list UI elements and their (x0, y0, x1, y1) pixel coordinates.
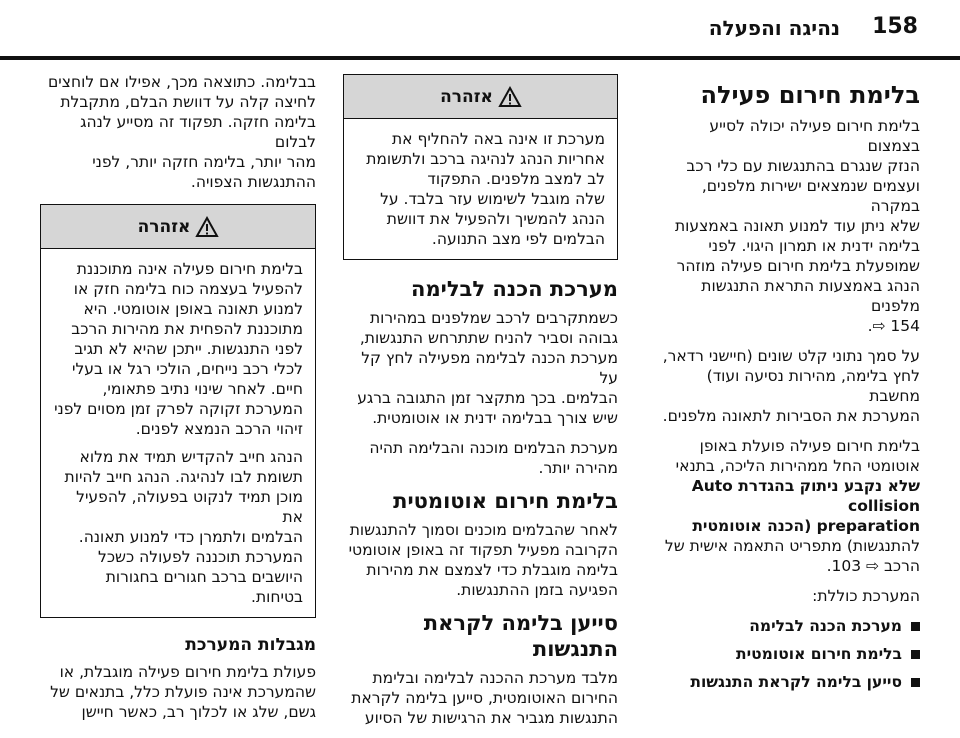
text-line: preparation (הכנה אוטומטית (692, 517, 920, 535)
text-line: הבלמים ולתמרן כדי למנוע תאונה. (78, 528, 303, 546)
text-line: שלא ניתן עוד למנוע תאונה באמצעות (675, 217, 920, 235)
brake-prep-paragraph (343, 308, 618, 428)
text-line: בלימה חזקה. תפקוד זה מסייע לנהג לבלום (80, 113, 316, 151)
list-item: סייען בלימה לקראת התנגשות (658, 672, 920, 692)
text-line: הבלמים לפי מצב התנועה. (431, 230, 605, 248)
text-line: שלה מוגבל לשימוש עזר בלבד. על (380, 190, 605, 208)
text-line: ועצמים שנמצאים ישירות מלפנים, במקרה (701, 177, 920, 215)
text-line: המערכת זקוקה לפרק זמן מסוים לפני (54, 400, 303, 418)
system-includes-label: המערכת כוללת: (812, 587, 920, 605)
text-line: בלימת חירום פעילה אינה מתוכננת (76, 260, 303, 278)
warning-header (41, 205, 315, 249)
header-rule (0, 56, 960, 60)
text-line: הנזק שנגרם בהתנגשות עם כלי רכב (686, 157, 920, 175)
text-line: הבלמים. בכך מתקצר זמן התגובה ברגע (357, 389, 618, 407)
text-line: לחיצה קלה על דוושת הבלם, מתקבלת (60, 93, 316, 111)
warning-title: אזהרה (137, 216, 191, 237)
brake-assist-continued-paragraph (40, 72, 316, 192)
operation-paragraph (658, 436, 920, 576)
text-line: זיהוי הרכב הנמצא לפנים. (135, 420, 303, 438)
text-line: על סמך נתוני קלט שונים (חיישני רדאר, (662, 347, 920, 365)
sensor-paragraph (658, 346, 920, 426)
text-line: מוכן תמיד לנקוט בפעולה, להפעיל את (76, 488, 303, 526)
text-line: מהירה יותר. (538, 459, 618, 477)
text-line: בלימה מוגבלת כדי לצמצם את מהירות (366, 561, 618, 579)
text-line: גבוהה וסביר להניח שתתרחש התנגשות, (359, 329, 618, 347)
text-line: כשמתקרבים לרכב שמלפנים במהירות (369, 309, 618, 327)
text-line: לפני התנגשות. ייתכן שהיא לא תגיב (74, 340, 303, 358)
text-line: המערכת את הסבירות לתאונה מלפנים. (662, 407, 920, 425)
text-line: שהמערכת אינה פועלת כלל, בתנאים של (50, 683, 316, 701)
text-line: חיים. לאחר שינוי נתיב פתאומי, (102, 380, 303, 398)
intro-paragraph (658, 116, 920, 336)
warning-box (343, 74, 618, 260)
text-line: התנגשות מגביר את הרגישות של הסיוע (364, 709, 618, 727)
brake-assist-paragraph (343, 668, 618, 728)
text-line: היושבים ברכב חגורים בחגורות (105, 568, 303, 586)
limitations-paragraph (40, 662, 316, 722)
page-reference[interactable]: 154 ⇨. (867, 317, 920, 335)
section-title-automatic-emergency-braking: בלימת חירום אוטומטית (393, 489, 618, 513)
left-column (40, 72, 316, 732)
text-line: לחץ בלימה, מהירות נסיעה ועוד) מחשבת (706, 367, 920, 405)
text-line: למנוע תאונה באופן אוטומטי. היא (83, 300, 303, 318)
list-item: מערכת הכנה לבלימה (658, 616, 920, 636)
text-line: החירום האוטומטית, סייען בלימה לקראת (351, 689, 618, 707)
text-line: הנהג באמצעות התראת התנגשות מלפנים (701, 277, 920, 315)
text-line: מלבד מערכת ההכנה לבלימה ובלימת (372, 669, 618, 687)
text-line: בלימת חירום פעילה פועלת באופן (699, 437, 920, 455)
header-title: נהיגה והפעלה (708, 16, 840, 40)
section-title-brake-preparation: מערכת הכנה לבלימה (411, 277, 618, 301)
warning-body (344, 119, 617, 259)
text-line: גשם, שלג או לכלוך רב, כאשר חיישן (81, 703, 316, 721)
text-line: להפעיל בעצמה כוח בלימה חזק או (73, 280, 303, 298)
text-line: שיש צורך בבלימה ידנית או אוטומטית. (372, 409, 618, 427)
text-line: הנהג חייב להקדיש תמיד את מלוא (79, 448, 303, 466)
text-line: לב למצב מלפנים. התפקוד (427, 170, 605, 188)
warning-triangle-icon (196, 217, 218, 237)
text-line: המערכת תוכננה לפעולה כשכל (98, 548, 303, 566)
text-line: שמופעלת בלימת חירום פעילה מוזהר (676, 257, 920, 275)
text-line: פעולת בלימת חירום פעילה מוגבלת, או (59, 663, 316, 681)
text-line: בלימה ידנית או תמרון היגוי. לפני (708, 237, 920, 255)
text-line: הנהג להמשיך ולהפעיל את דוושת (386, 210, 605, 228)
auto-braking-paragraph (343, 520, 618, 600)
text-line: שלא נקבע ניתוק בהגדרת Auto collision (691, 477, 920, 515)
right-column (658, 72, 920, 700)
text-line: לכלי רכב נייחים, הולכי רגל או בעלי (72, 360, 303, 378)
section-title-collision-brake-assist: סייען בלימה לקראת התנגשות (423, 611, 618, 661)
warning-title: אזהרה (440, 86, 493, 107)
text-line: ההתנגשות הצפויה. (190, 173, 316, 191)
warning-header (344, 75, 617, 119)
text-line: תשומת לבו לנהיגה. הנהג חייב להיות (64, 468, 303, 486)
warning-body (41, 249, 315, 617)
page-header (0, 0, 960, 62)
warning-triangle-icon (499, 87, 521, 107)
section-title-active-emergency-braking: בלימת חירום פעילה (700, 81, 920, 109)
text-line: מערכת זו אינה באה להחליף את (392, 130, 605, 148)
text-line: בטיחות. (251, 588, 303, 606)
text-line: הפגיעה בזמן ההתנגשות. (456, 581, 618, 599)
text-line: מערכת הבלמים מוכנה והבלימה תהיה (369, 439, 618, 457)
text-line: בלימת חירום פעילה יכולה לסייע בצמצום (709, 117, 920, 155)
section-title-system-limitations: מגבלות המערכת (185, 635, 316, 655)
page-number: 158 (872, 14, 918, 39)
text-line: מתוכננת להפחית את מהירות הרכב (71, 320, 303, 338)
middle-column (343, 72, 618, 738)
warning-box (40, 204, 316, 618)
text-line: אחריות הנהג לנהיגה ברכב ולתשומת (366, 150, 605, 168)
brake-prep-paragraph-2 (343, 438, 618, 478)
text-line: לאחר שהבלמים מוכנים וסמוך להתנגשות (349, 521, 618, 539)
text-line: הקרובה מפעיל תפקוד זה באופן אוטומטי (348, 541, 618, 559)
text-line: להתנגשות) מתפריט התאמה אישית של (664, 537, 920, 555)
text-line: מערכת הכנה לבלימה מפעילה לחץ קל על (361, 349, 618, 387)
text-line: בבלימה. כתוצאה מכך, אפילו אם לוחצים (48, 73, 316, 91)
system-components-list (658, 616, 920, 692)
text-line: מהר יותר, בלימה חזקה יותר, לפני (92, 153, 316, 171)
text-line: אוטומטי החל ממהירות הליכה, בתנאי (675, 457, 920, 475)
page-reference[interactable]: הרכב ⇨ 103. (826, 557, 920, 575)
list-item: בלימת חירום אוטומטית (658, 644, 920, 664)
